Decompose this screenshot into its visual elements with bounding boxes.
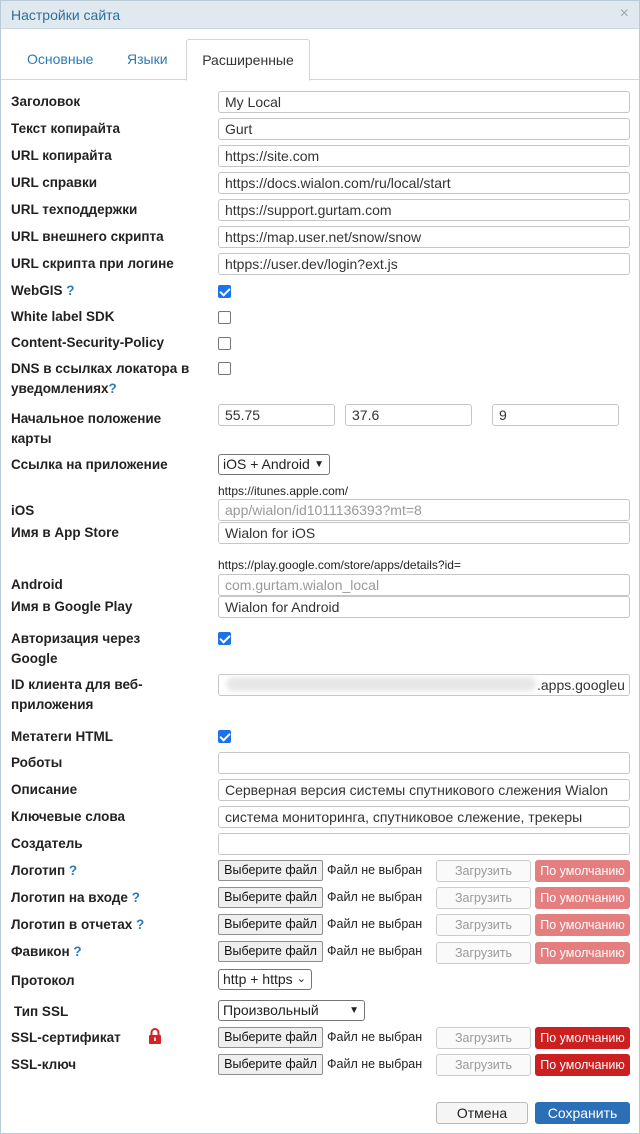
google-play-name-label: Имя в Google Play [11, 599, 133, 614]
logo-label [11, 861, 77, 881]
ios-url-prefix: https://itunes.apple.com/ [218, 484, 349, 498]
report-logo-label [11, 915, 144, 935]
html-meta-checkbox[interactable] [218, 730, 231, 743]
logo-upload-button[interactable]: Загрузить [436, 860, 531, 882]
title-label: Заголовок [11, 94, 81, 109]
author-input[interactable] [218, 833, 630, 855]
titlebar [1, 1, 639, 29]
external-script-url-input[interactable]: https://map.user.net/snow/snow [218, 226, 630, 248]
keywords-label: Ключевые слова [11, 809, 126, 824]
support-url-label: URL техподдержки [11, 202, 138, 217]
logo-help-icon[interactable]: ? [68, 863, 78, 878]
login-logo-upload-button[interactable]: Загрузить [436, 887, 531, 909]
favicon-no-file-text: Файл не выбран [327, 944, 423, 958]
chevron-down-icon: ▼ [349, 1005, 359, 1016]
save-button[interactable]: Сохранить [535, 1102, 630, 1124]
ssl-certificate-no-file-text: Файл не выбран [327, 1030, 423, 1044]
dns-locator-label-text: уведомлениях [11, 381, 109, 396]
lock-icon [148, 1028, 162, 1045]
close-icon[interactable]: × [619, 5, 629, 22]
google-play-name-input[interactable]: Wialon for Android [218, 596, 630, 618]
ssl-certificate-default-button[interactable]: По умолчанию [535, 1027, 630, 1049]
web-client-id-label-line2: приложения [11, 697, 94, 712]
google-auth-label-line2: Google [11, 651, 58, 666]
logo-choose-file-button[interactable]: Выберите файл [218, 860, 323, 881]
tab-general[interactable]: Основные [27, 51, 94, 67]
login-logo-help-icon[interactable]: ? [131, 890, 140, 905]
chevron-down-icon: ⌄ [296, 973, 306, 985]
ios-label: iOS [11, 503, 35, 518]
report-logo-upload-button[interactable]: Загрузить [436, 914, 531, 936]
ssl-certificate-label: SSL-сертификат [11, 1030, 121, 1045]
copyright-text-input[interactable]: Gurt [218, 118, 630, 140]
android-url-prefix: https://play.google.com/store/apps/details?id= [218, 558, 461, 572]
keywords-input[interactable]: система мониторинга, спутниковое слежение, трекеры [218, 806, 630, 828]
tab-advanced[interactable]: Расширенные [186, 39, 310, 81]
ssl-type-label: Тип SSL [14, 1004, 69, 1019]
webgis-label-text: WebGIS [11, 283, 63, 298]
login-logo-no-file-text: Файл не выбран [327, 890, 423, 904]
login-logo-label-text: Логотип на входе [11, 890, 128, 905]
description-input[interactable]: Серверная версия системы спутникового слежения Wialon [218, 779, 630, 801]
report-logo-choose-file-button[interactable]: Выберите файл [218, 914, 323, 935]
tab-bar [1, 39, 639, 80]
ssl-certificate-choose-file-button[interactable]: Выберите файл [218, 1027, 323, 1048]
favicon-choose-file-button[interactable]: Выберите файл [218, 941, 323, 962]
favicon-label-text: Фавикон [11, 944, 70, 959]
white-label-sdk-label: White label SDK [11, 309, 115, 324]
report-logo-default-button[interactable]: По умолчанию [535, 914, 630, 936]
login-logo-default-button[interactable]: По умолчанию [535, 887, 630, 909]
web-client-id-label-line1: ID клиента для веб- [11, 677, 143, 692]
android-label: Android [11, 577, 63, 592]
ssl-key-upload-button[interactable]: Загрузить [436, 1054, 531, 1076]
map-zoom-input[interactable]: 9 [492, 404, 619, 426]
ssl-key-no-file-text: Файл не выбран [327, 1057, 423, 1071]
external-script-url-label: URL внешнего скрипта [11, 229, 164, 244]
csp-label: Content-Security-Policy [11, 335, 165, 350]
map-lat-input[interactable]: 55.75 [218, 404, 335, 426]
login-script-url-label: URL скрипта при логине [11, 256, 174, 271]
webgis-help-icon[interactable]: ? [66, 283, 75, 298]
copyright-url-input[interactable]: https://site.com [218, 145, 630, 167]
white-label-sdk-checkbox[interactable] [218, 311, 231, 324]
help-url-label: URL справки [11, 175, 98, 190]
author-label: Создатель [11, 836, 83, 851]
webgis-checkbox[interactable] [218, 285, 231, 298]
copyright-url-label: URL копирайта [11, 148, 112, 163]
title-input[interactable]: My Local [218, 91, 630, 113]
login-script-url-input[interactable]: htpps://user.dev/login?ext.js [218, 253, 630, 275]
google-auth-checkbox[interactable] [218, 632, 231, 645]
map-position-label-line1: Начальное положение [11, 411, 162, 426]
dns-locator-label-line1: DNS в ссылках локатора в [11, 361, 190, 376]
html-meta-label: Метатеги HTML [11, 729, 113, 744]
favicon-default-button[interactable]: По умолчанию [535, 942, 630, 964]
favicon-help-icon[interactable]: ? [73, 944, 82, 959]
description-label: Описание [11, 782, 78, 797]
robots-label: Роботы [11, 755, 63, 770]
csp-checkbox[interactable] [218, 337, 231, 350]
app-link-select[interactable] [218, 454, 330, 475]
map-lon-input[interactable]: 37.6 [345, 404, 472, 426]
report-logo-help-icon[interactable]: ? [136, 917, 145, 932]
webgis-label [11, 281, 75, 301]
login-logo-label [11, 888, 140, 908]
ssl-type-value: Произвольный [223, 1002, 319, 1018]
protocol-select[interactable] [218, 969, 312, 990]
dns-locator-label-line2 [11, 379, 117, 399]
tab-languages[interactable]: Языки [127, 51, 168, 67]
map-position-label-line2: карты [11, 431, 52, 446]
chevron-down-icon: ▼ [314, 459, 324, 470]
ssl-key-label: SSL-ключ [11, 1057, 77, 1072]
robots-input[interactable] [218, 752, 630, 774]
ssl-key-default-button[interactable]: По умолчанию [535, 1054, 630, 1076]
ssl-type-select[interactable] [218, 1000, 365, 1021]
protocol-label: Протокол [11, 973, 75, 988]
protocol-value: http + https [223, 971, 293, 987]
app-link-label: Ссылка на приложение [11, 457, 168, 472]
login-logo-choose-file-button[interactable]: Выберите файл [218, 887, 323, 908]
app-store-name-input[interactable]: Wialon for iOS [218, 522, 630, 544]
logo-default-button[interactable]: По умолчанию [535, 860, 630, 882]
cancel-button[interactable]: Отмена [436, 1102, 528, 1124]
app-store-name-label: Имя в App Store [11, 525, 119, 540]
favicon-label [11, 942, 82, 962]
logo-label-text: Логотип [11, 863, 66, 878]
ios-input[interactable]: app/wialon/id1011136393?mt=8 [218, 499, 630, 521]
favicon-upload-button[interactable]: Загрузить [436, 942, 531, 964]
copyright-text-label: Текст копирайта [11, 121, 120, 136]
report-logo-label-text: Логотип в отчетах [11, 917, 133, 932]
google-auth-label-line1: Авторизация через [11, 631, 141, 646]
dns-locator-checkbox[interactable] [218, 362, 231, 375]
web-client-id-suffix: .apps.googleu [537, 677, 625, 693]
ssl-key-choose-file-button[interactable]: Выберите файл [218, 1054, 323, 1075]
support-url-input[interactable]: https://support.gurtam.com [218, 199, 630, 221]
app-link-value: iOS + Android [223, 456, 310, 472]
logo-no-file-text: Файл не выбран [327, 863, 423, 877]
ssl-certificate-upload-button[interactable]: Загрузить [436, 1027, 531, 1049]
help-url-input[interactable]: https://docs.wialon.com/ru/local/start [218, 172, 630, 194]
report-logo-no-file-text: Файл не выбран [327, 917, 423, 931]
window-title: Настройки сайта [11, 7, 121, 23]
redacted-value [226, 677, 536, 691]
android-input[interactable]: com.gurtam.wialon_local [218, 574, 630, 596]
dns-locator-help-icon[interactable]: ? [108, 381, 117, 396]
